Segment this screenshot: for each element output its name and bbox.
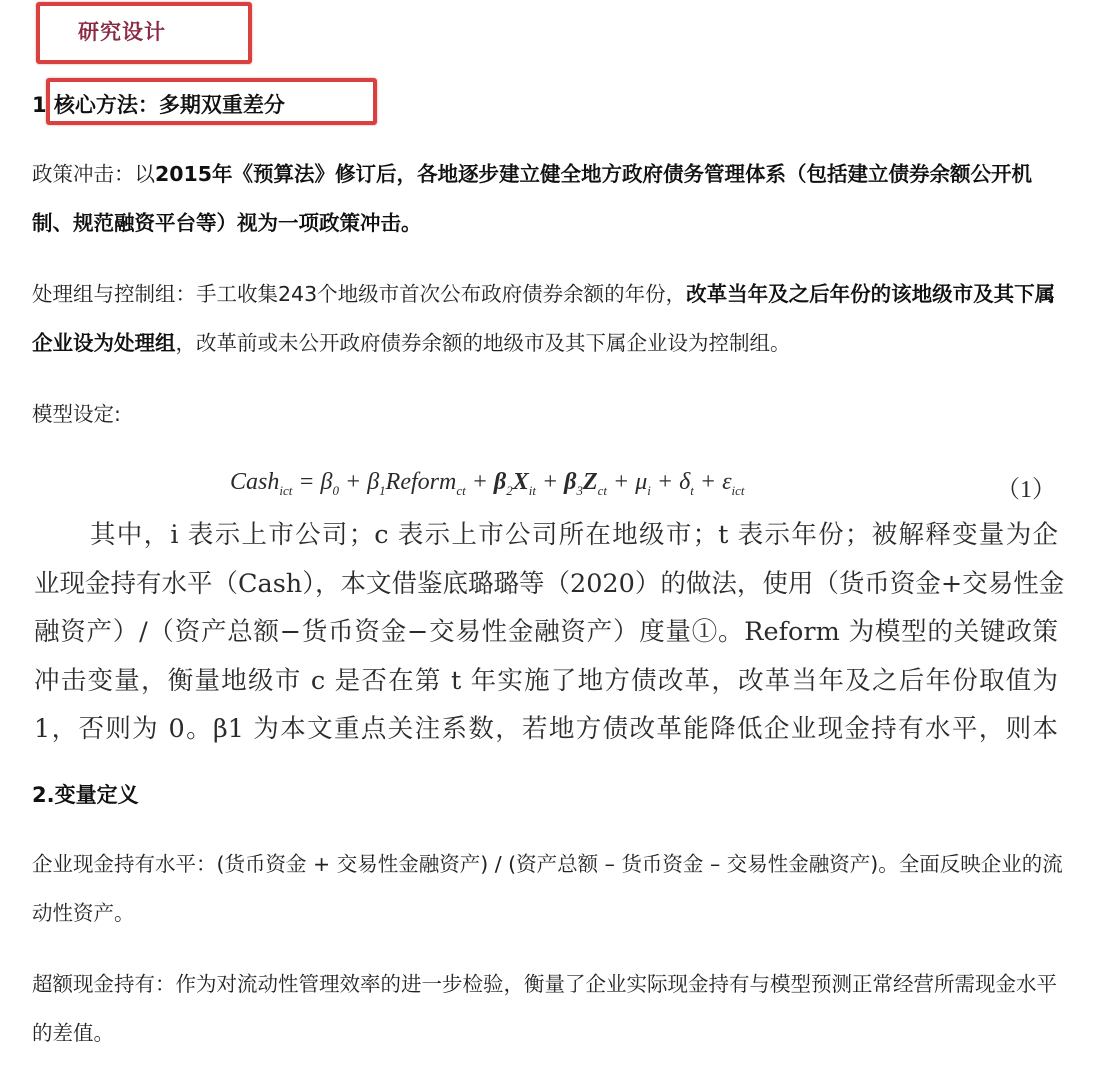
paragraph-excess-cash: 超额现金持有：作为对流动性管理效率的进一步检验，衡量了企业实际现金持有与模型预测正常经营所需现金水平的差值。: [32, 972, 1057, 1045]
heading-variable-definition: 2.变量定义: [32, 783, 139, 807]
heading-core-method: 1 核心方法：多期双重差分: [32, 93, 285, 117]
scan-line: 业现金持有水平（Cash），本文借鉴底璐璐等（2020）的做法，使用（货币资金+交易性金: [34, 568, 1065, 599]
scanned-text-block: [34, 511, 1065, 754]
policy-shock-bold: 2015年《预算法》修订后，各地逐步建立健全地方政府债务管理体系（包括建立债券余额公开机制、规范融资平台等）视为一项政策冲击。: [32, 162, 1033, 235]
paragraph-cash-holding: 企业现金持有水平：(货币资金 + 交易性金融资产) / (资产总额 – 货币资金 – 交易性金融资产)。全面反映企业的流动性资产。: [32, 852, 1063, 925]
paragraph-treatment-control: [32, 270, 1064, 368]
equation-number: （1）: [996, 477, 1056, 503]
treatment-tail: ，改革前或未公开政府债券余额的地级市及其下属企业设为控制组。: [175, 331, 791, 355]
treatment-lead: 处理组与控制组：手工收集243个地级市首次公布政府债券余额的年份，: [32, 282, 687, 306]
scan-line: 融资产）/（资产总额−货币资金−交易性金融资产）度量①。Reform 为模型的关键政策: [34, 617, 1058, 647]
scan-line: 1，否则为 0。β1 为本文重点关注系数，若地方债改革能降低企业现金持有水平，则本: [34, 714, 1058, 744]
treatment-bold: 改革当年及之后年份的该地级市及其下属企业设为处理组: [32, 282, 1056, 355]
paragraph-model-setup: 模型设定:: [32, 402, 121, 426]
scanned-paper-excerpt: [30, 455, 1064, 745]
equation: Cash$_{ict}$ = $\beta_0$ + $\beta_1Reform_{ct} + \beta_2X_{it} + \beta_3Z_{ct} + \mu_i + \delta_t + \varepsilon_{ict}$: [230, 469, 745, 498]
section-title: 研究设计: [78, 20, 166, 44]
policy-shock-lead: 政策冲击：以: [32, 162, 155, 186]
scan-line: 冲击变量，衡量地级市 c 是否在第 t 年实施了地方债改革，改革当年及之后年份取值为: [34, 665, 1058, 696]
paragraph-policy-shock: [32, 150, 1064, 248]
scan-line: 其中，i 表示上市公司；c 表示上市公司所在地级市；t 表示年份；被解释变量为企: [90, 520, 1058, 550]
